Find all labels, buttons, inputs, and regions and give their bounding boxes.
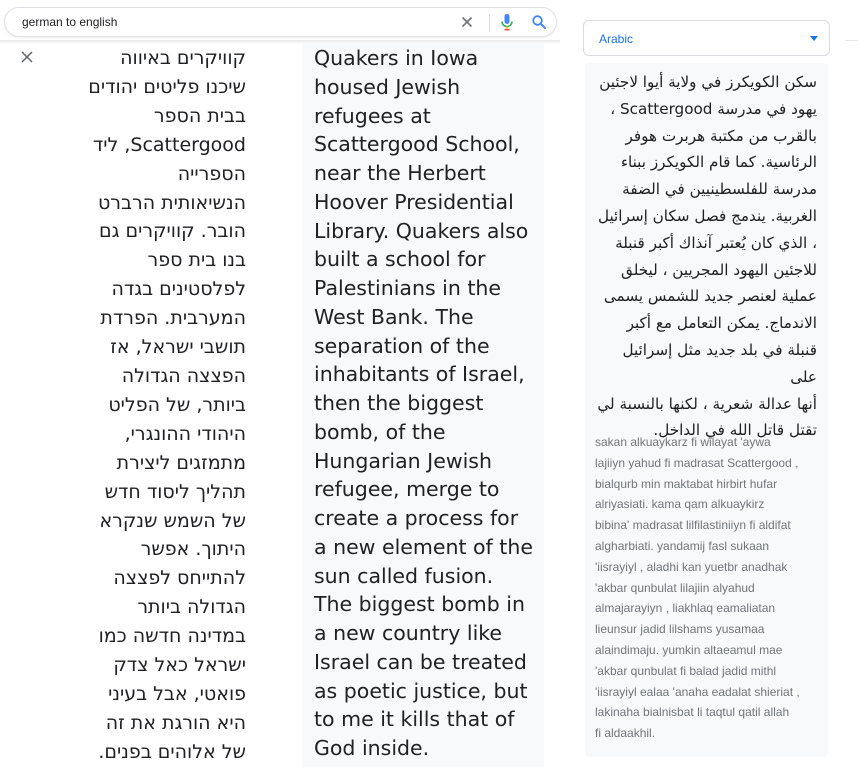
chevron-down-icon	[810, 36, 818, 41]
english-translation-panel	[302, 44, 544, 767]
arabic-transliteration: sakan alkuaykarz fi wilayat 'aywa lajiiyn yahud fi madrasat Scattergood , bialqurb min maktabat hirbirt hufar alriyasiati. kama qam alkuaykirz bibina' madrasat lilfilastiniiyn fi aldifat algharbiati. yandamij fasl sukaan 'iisrayiyl , aladhi kan yuetbr anadhak 'akbar qunbulat lilajiin alyahud almajarayiyn , liakhlaq eamaliatan lieunsur jadid lilshams yusamaa alaindimaju. yumkin altaeamul mae 'akbar qunbulat fi balad jadid mithl 'iisrayiyl ealaa 'anaha eadalat shieriat , lakinaha bialnisbat li taqtul qatil allah fi aldaakhil.	[595, 435, 800, 741]
panel-edge-divider	[845, 40, 858, 41]
search-icon[interactable]	[531, 14, 547, 30]
search-bar-divider	[489, 14, 490, 32]
arabic-translation-text: سكن الكويكرز في ولاية أيوا لاجئين يهود في مدرسة Scattergood ، بالقرب من مكتبة هربرت هوفر الرئاسية. كما قام الكويكرز ببناء مدرسة للفلسطينيين في الضفة الغربية. يندمج فصل سكان إسرائيل ، الذي كان يُعتبر آنذاك أكبر قنبلة للاجئين اليهود المجريين ، ليخلق عملية لعنصر جديد للشمس يسمى الاندماج. يمكن التعامل مع أكبر قنبلة في بلد جديد مثل إسرائيل على أنها عدالة شعرية ، لكنها بالنسبة لي تقتل قاتل الله في الداخل.	[597, 73, 817, 440]
arabic-translation-panel	[585, 63, 828, 757]
microphone-icon[interactable]	[499, 13, 515, 31]
english-translation-text: Quakers in Iowa housed Jewish refugees at Scattergood School, near the Herbert Hoover Presidential Library. Quakers also built a school for Palestinians in the West Bank. The separation of the inhabitants of Israel, then the biggest bomb, of the Hungarian Jewish refugee, merge to create a process for a new element of the sun called fusion. The biggest bomb in a new country like Israel can be treated as poetic justice, but to me it kills that of God inside.	[314, 46, 533, 760]
search-input[interactable]: german to english	[22, 15, 118, 29]
search-bar[interactable]	[4, 7, 557, 37]
target-language-value: Arabic	[599, 32, 634, 46]
source-text-hebrew: קוויקרים באיווה שיכנו פליטים יהודים בבית הספר Scattergood, ליד הספרייה הנשיאותית הרברט הובר. קוויקרים גם בנו בית ספר לפלסטינים בגדה המערבית. הפרדת תושבי ישראל, אז הפצצה הגדולה ביותר, של הפליט היהודי ההונגרי, מתמזגים ליצירת תהליך ליסוד חדש של השמש שנקרא היתוך. אפשר להתייחס לפצצה הגדולה ביותר במדינה חדשה כמו ישראל כאל צדק פואטי, אבל בעיני היא הורגת את זה של אלוהים בפנים.	[88, 47, 246, 763]
clear-search-icon[interactable]	[459, 14, 475, 30]
target-language-select[interactable]	[583, 20, 830, 56]
close-icon[interactable]	[19, 49, 35, 65]
